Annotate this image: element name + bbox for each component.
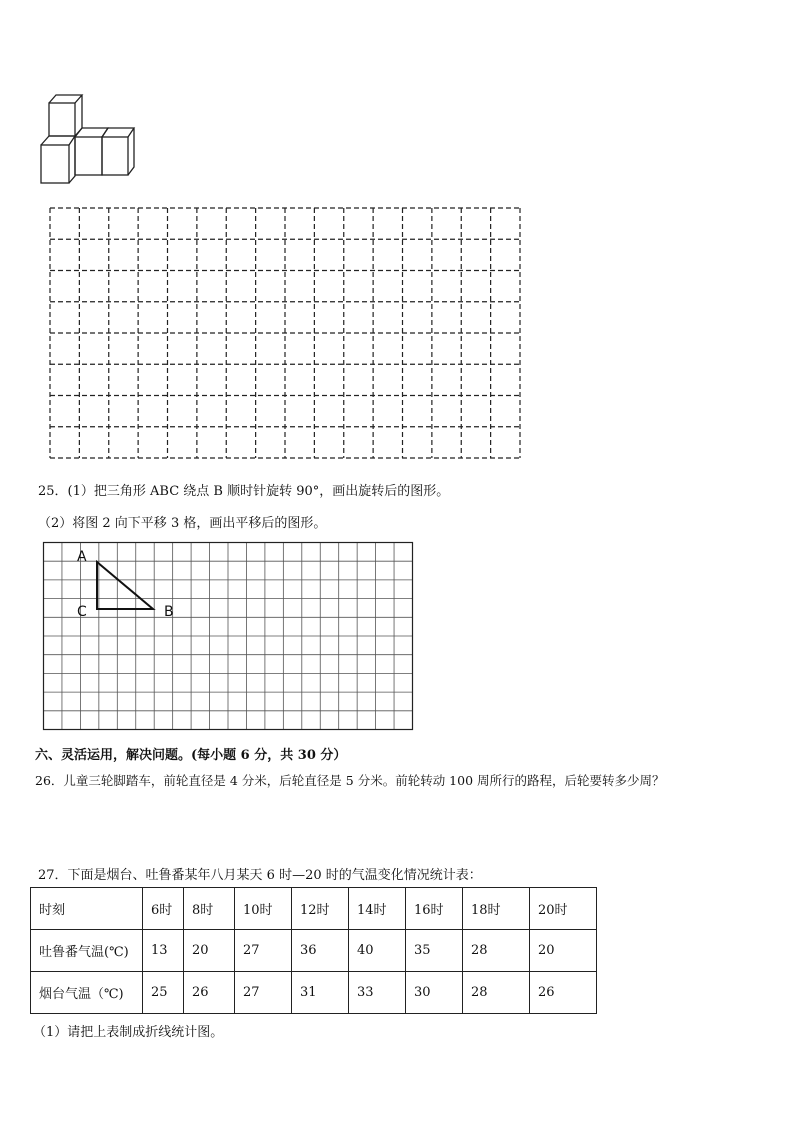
table-cell: 28 bbox=[463, 930, 530, 972]
table-cell: 25 bbox=[143, 972, 184, 1014]
section-heading: 六、灵活运用，解决问题。(每小题 6 分，共 30 分） bbox=[35, 748, 347, 763]
q27-intro: 27．下面是烟台、吐鲁番某年八月某天 6 时—20 时的气温变化情况统计表： bbox=[38, 868, 482, 883]
table-row bbox=[31, 930, 597, 972]
table-row bbox=[31, 888, 597, 930]
table-row bbox=[31, 972, 597, 1014]
table-cell: 33 bbox=[349, 972, 406, 1014]
table-cell: 30 bbox=[406, 972, 463, 1014]
table-cell: 20时 bbox=[530, 888, 597, 930]
triangle-abc bbox=[97, 562, 153, 609]
table-cell: 36 bbox=[292, 930, 349, 972]
table-cell: 20 bbox=[184, 930, 235, 972]
table-cell: 16时 bbox=[406, 888, 463, 930]
table-cell: 35 bbox=[406, 930, 463, 972]
table-cell: 12时 bbox=[292, 888, 349, 930]
table-cell: 烟台气温（℃) bbox=[31, 972, 143, 1014]
temperature-table bbox=[30, 887, 597, 1014]
triangle-grid bbox=[43, 542, 415, 732]
table-cell: 6时 bbox=[143, 888, 184, 930]
table-cell: 27 bbox=[235, 930, 292, 972]
label-b: B bbox=[164, 604, 174, 620]
table-cell: 时刻 bbox=[31, 888, 143, 930]
table-cell: 27 bbox=[235, 972, 292, 1014]
table-cell: 28 bbox=[463, 972, 530, 1014]
q27-part1: （1）请把上表制成折线统计图。 bbox=[33, 1025, 224, 1040]
label-c: C bbox=[77, 604, 87, 620]
table-cell: 吐鲁番气温(℃) bbox=[31, 930, 143, 972]
table-cell: 40 bbox=[349, 930, 406, 972]
table-cell: 10时 bbox=[235, 888, 292, 930]
table-cell: 14时 bbox=[349, 888, 406, 930]
table-cell: 31 bbox=[292, 972, 349, 1014]
table-cell: 26 bbox=[184, 972, 235, 1014]
label-a: A bbox=[77, 549, 87, 565]
cube-figure bbox=[36, 90, 136, 190]
table-cell: 26 bbox=[530, 972, 597, 1014]
q26-text: 26．儿童三轮脚踏车，前轮直径是 4 分米，后轮直径是 5 分米。前轮转动 100 周所行的路程，后轮要转多少周？ bbox=[35, 773, 665, 788]
dashed-grid bbox=[49, 207, 521, 459]
table-cell: 13 bbox=[143, 930, 184, 972]
table-cell: 20 bbox=[530, 930, 597, 972]
q25-part1: 25．(1）把三角形 ABC 绕点 B 顺时针旋转 90°，画出旋转后的图形。 bbox=[38, 484, 450, 499]
q25-part2: （2）将图 2 向下平移 3 格，画出平移后的图形。 bbox=[38, 516, 327, 531]
table-cell: 18时 bbox=[463, 888, 530, 930]
table-cell: 8时 bbox=[184, 888, 235, 930]
